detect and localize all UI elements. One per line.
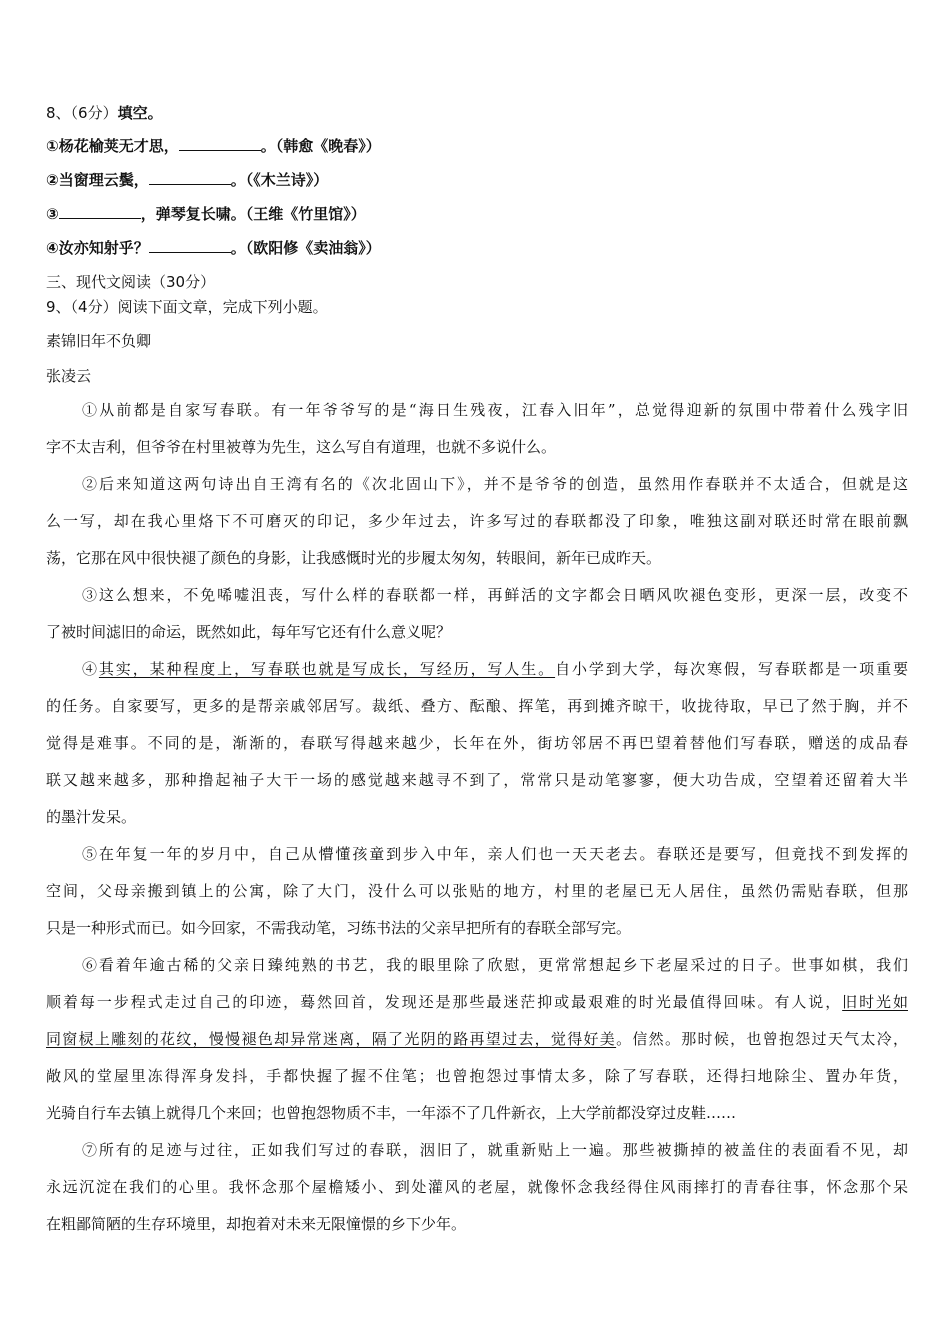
fill-blank-3[interactable] [59, 204, 141, 219]
paragraph-line: ④其实，某种程度上，写春联也就是写成长，写经历，写人生。自小学到大学，每次寒假，写春联都是一项重要 [82, 660, 908, 678]
paragraph-line: 只是一种形式而已。如今回家，不需我动笔，习练书法的父亲早把所有的春联全部写完。 [46, 919, 632, 937]
paragraph-line: ⑤在年复一年的岁月中，自己从懵懂孩童到步入中年，亲人们也一天天老去。春联还是要写，但竟找不到发挥的 [82, 845, 908, 863]
paragraph-line: ⑥看着年逾古稀的父亲日臻纯熟的书艺，我的眼里除了欣慰，更常常想起乡下老屋采过的日子。世事如棋，我们 [82, 956, 908, 974]
question-8-header [46, 103, 163, 123]
paragraph-line: 空间，父母亲搬到镇上的公寓，除了大门，没什么可以张贴的地方，村里的老屋已无人居住，虽然仍需贴春联，但那 [46, 882, 908, 900]
article-title: 素锦旧年不负卿 [46, 332, 152, 350]
paragraph-line: 光骑自行车去镇上就得几个来回；也曾抱怨物质不丰，一年添不了几件新衣，上大学前都没穿过皮鞋…… [46, 1104, 737, 1122]
underlined-quote: 旧时光如 [842, 993, 908, 1011]
paragraph-line: ②后来知道这两句诗出自王湾有名的《次北固山下》，并不是爷爷的创造，虽然用作春联并不太适合，但就是这 [82, 475, 908, 493]
article-paragraph [46, 659, 908, 844]
fill-item-2-post: 。（《木兰诗》） [230, 171, 329, 189]
article-paragraph [46, 400, 908, 474]
underlined-quote: 同窗棂上雕刻的花纹，慢慢褪色却异常迷离，隔了光阴的路再望过去，觉得好美 [46, 1030, 617, 1048]
article-paragraph [46, 1140, 908, 1251]
fill-item-4-pre: ④汝亦知射乎？ [46, 239, 149, 257]
fill-blank-1[interactable] [179, 136, 261, 151]
article-paragraph [46, 844, 908, 955]
fill-item-2-pre: ②当窗理云鬓， [46, 171, 149, 189]
paragraph-line: 觉得是难事。不同的是，渐渐的，春联写得越来越少，长年在外，街坊邻居不再巴望着替他们写春联，赠送的成品春 [46, 734, 908, 752]
paragraph-line: 联又越来越多，那种撸起袖子大干一场的感觉越来越寻不到了，常常只是动笔寥寥，便大功告成，空望着还留着大半 [46, 771, 908, 789]
paragraph-line: 的墨汁发呆。 [46, 808, 137, 826]
article-body [46, 400, 908, 1251]
fill-item-3-post: ，弹琴复长啸。（王维《竹里馆》） [140, 205, 366, 223]
paragraph-line: 字不太吉利，但爷爷在村里被尊为先生，这么写自有道理，也就不多说什么。 [46, 438, 557, 456]
question-8-number: 8、（6分） [46, 104, 118, 122]
paragraph-line: 永远沉淀在我们的心里。我怀念那个屋檐矮小、到处灌风的老屋，就像怀念我经得住风雨摔打的青春往事，怀念那个呆 [46, 1178, 908, 1196]
paragraph-line: 在粗鄙简陋的生存环境里，却抱着对未来无限憧憬的乡下少年。 [46, 1215, 467, 1233]
question-9-header: 9、（4分）阅读下面文章，完成下列小题。 [46, 298, 328, 316]
fill-item-3 [46, 204, 366, 224]
question-8-title: 填空。 [117, 104, 163, 122]
section-3-title: 三、现代文阅读（30分） [46, 273, 216, 291]
underlined-sentence: 其实，某种程度上，写春联也就是写成长，写经历，写人生。 [98, 660, 556, 678]
paragraph-line: 顺着每一步程式走过自己的印迹，蓦然回首，发现还是那些最迷茫抑或最艰难的时光最值得回味。有人说，旧时光如 [46, 993, 908, 1011]
fill-item-4 [46, 238, 381, 258]
paragraph-line: 荡，它那在风中很快褪了颜色的身影，让我感慨时光的步履太匆匆，转眼间，新年已成昨天。 [46, 549, 662, 567]
article-paragraph [46, 474, 908, 585]
paragraph-line: 么一写，却在我心里烙下不可磨灭的印记，多少年过去，许多写过的春联都没了印象，唯独这副对联还时常在眼前飘 [46, 512, 908, 530]
fill-item-1-pre: ①杨花榆荚无才思， [46, 137, 179, 155]
fill-blank-2[interactable] [149, 170, 231, 185]
article-author: 张凌云 [46, 367, 92, 385]
fill-item-3-pre: ③ [46, 205, 59, 223]
article-paragraph [46, 955, 908, 1140]
paragraph-line: 的任务。自家要写，更多的是帮亲戚邻居写。裁纸、叠方、酝酿、挥笔，再到摊齐晾干，收拢待取，早已了然于胸，并不 [46, 697, 908, 715]
paragraph-line: 同窗棂上雕刻的花纹，慢慢褪色却异常迷离，隔了光阴的路再望过去，觉得好美。信然。那时候，也曾抱怨过天气太冷， [46, 1030, 908, 1048]
fill-blank-4[interactable] [149, 238, 231, 253]
fill-item-1 [46, 136, 381, 156]
paragraph-line: ⑦所有的足迹与过往，正如我们写过的春联，洇旧了，就重新贴上一遍。那些被撕掉的被盖住的表面看不见，却 [82, 1141, 908, 1159]
paragraph-line: 敞风的堂屋里冻得浑身发抖，手都快握了握不住笔；也曾抱怨过事情太多，除了写春联，还得扫地除尘、置办年货， [46, 1067, 908, 1085]
article-paragraph [46, 585, 908, 659]
paragraph-line: 了被时间滤旧的命运，既然如此，每年写它还有什么意义呢？ [46, 623, 452, 641]
fill-item-1-post: 。（韩愈《晚春》） [260, 137, 381, 155]
fill-item-4-post: 。（欧阳修《卖油翁》） [230, 239, 381, 257]
paragraph-line: ③这么想来，不免唏嘘沮丧，写什么样的春联都一样，再鲜活的文字都会日晒风吹褪色变形，更深一层，改变不 [82, 586, 908, 604]
fill-item-2 [46, 170, 328, 190]
paragraph-line: ①从前都是自家写春联。有一年爷爷写的是“海日生残夜，江春入旧年”，总觉得迎新的氛围中带着什么残字旧 [82, 401, 908, 419]
